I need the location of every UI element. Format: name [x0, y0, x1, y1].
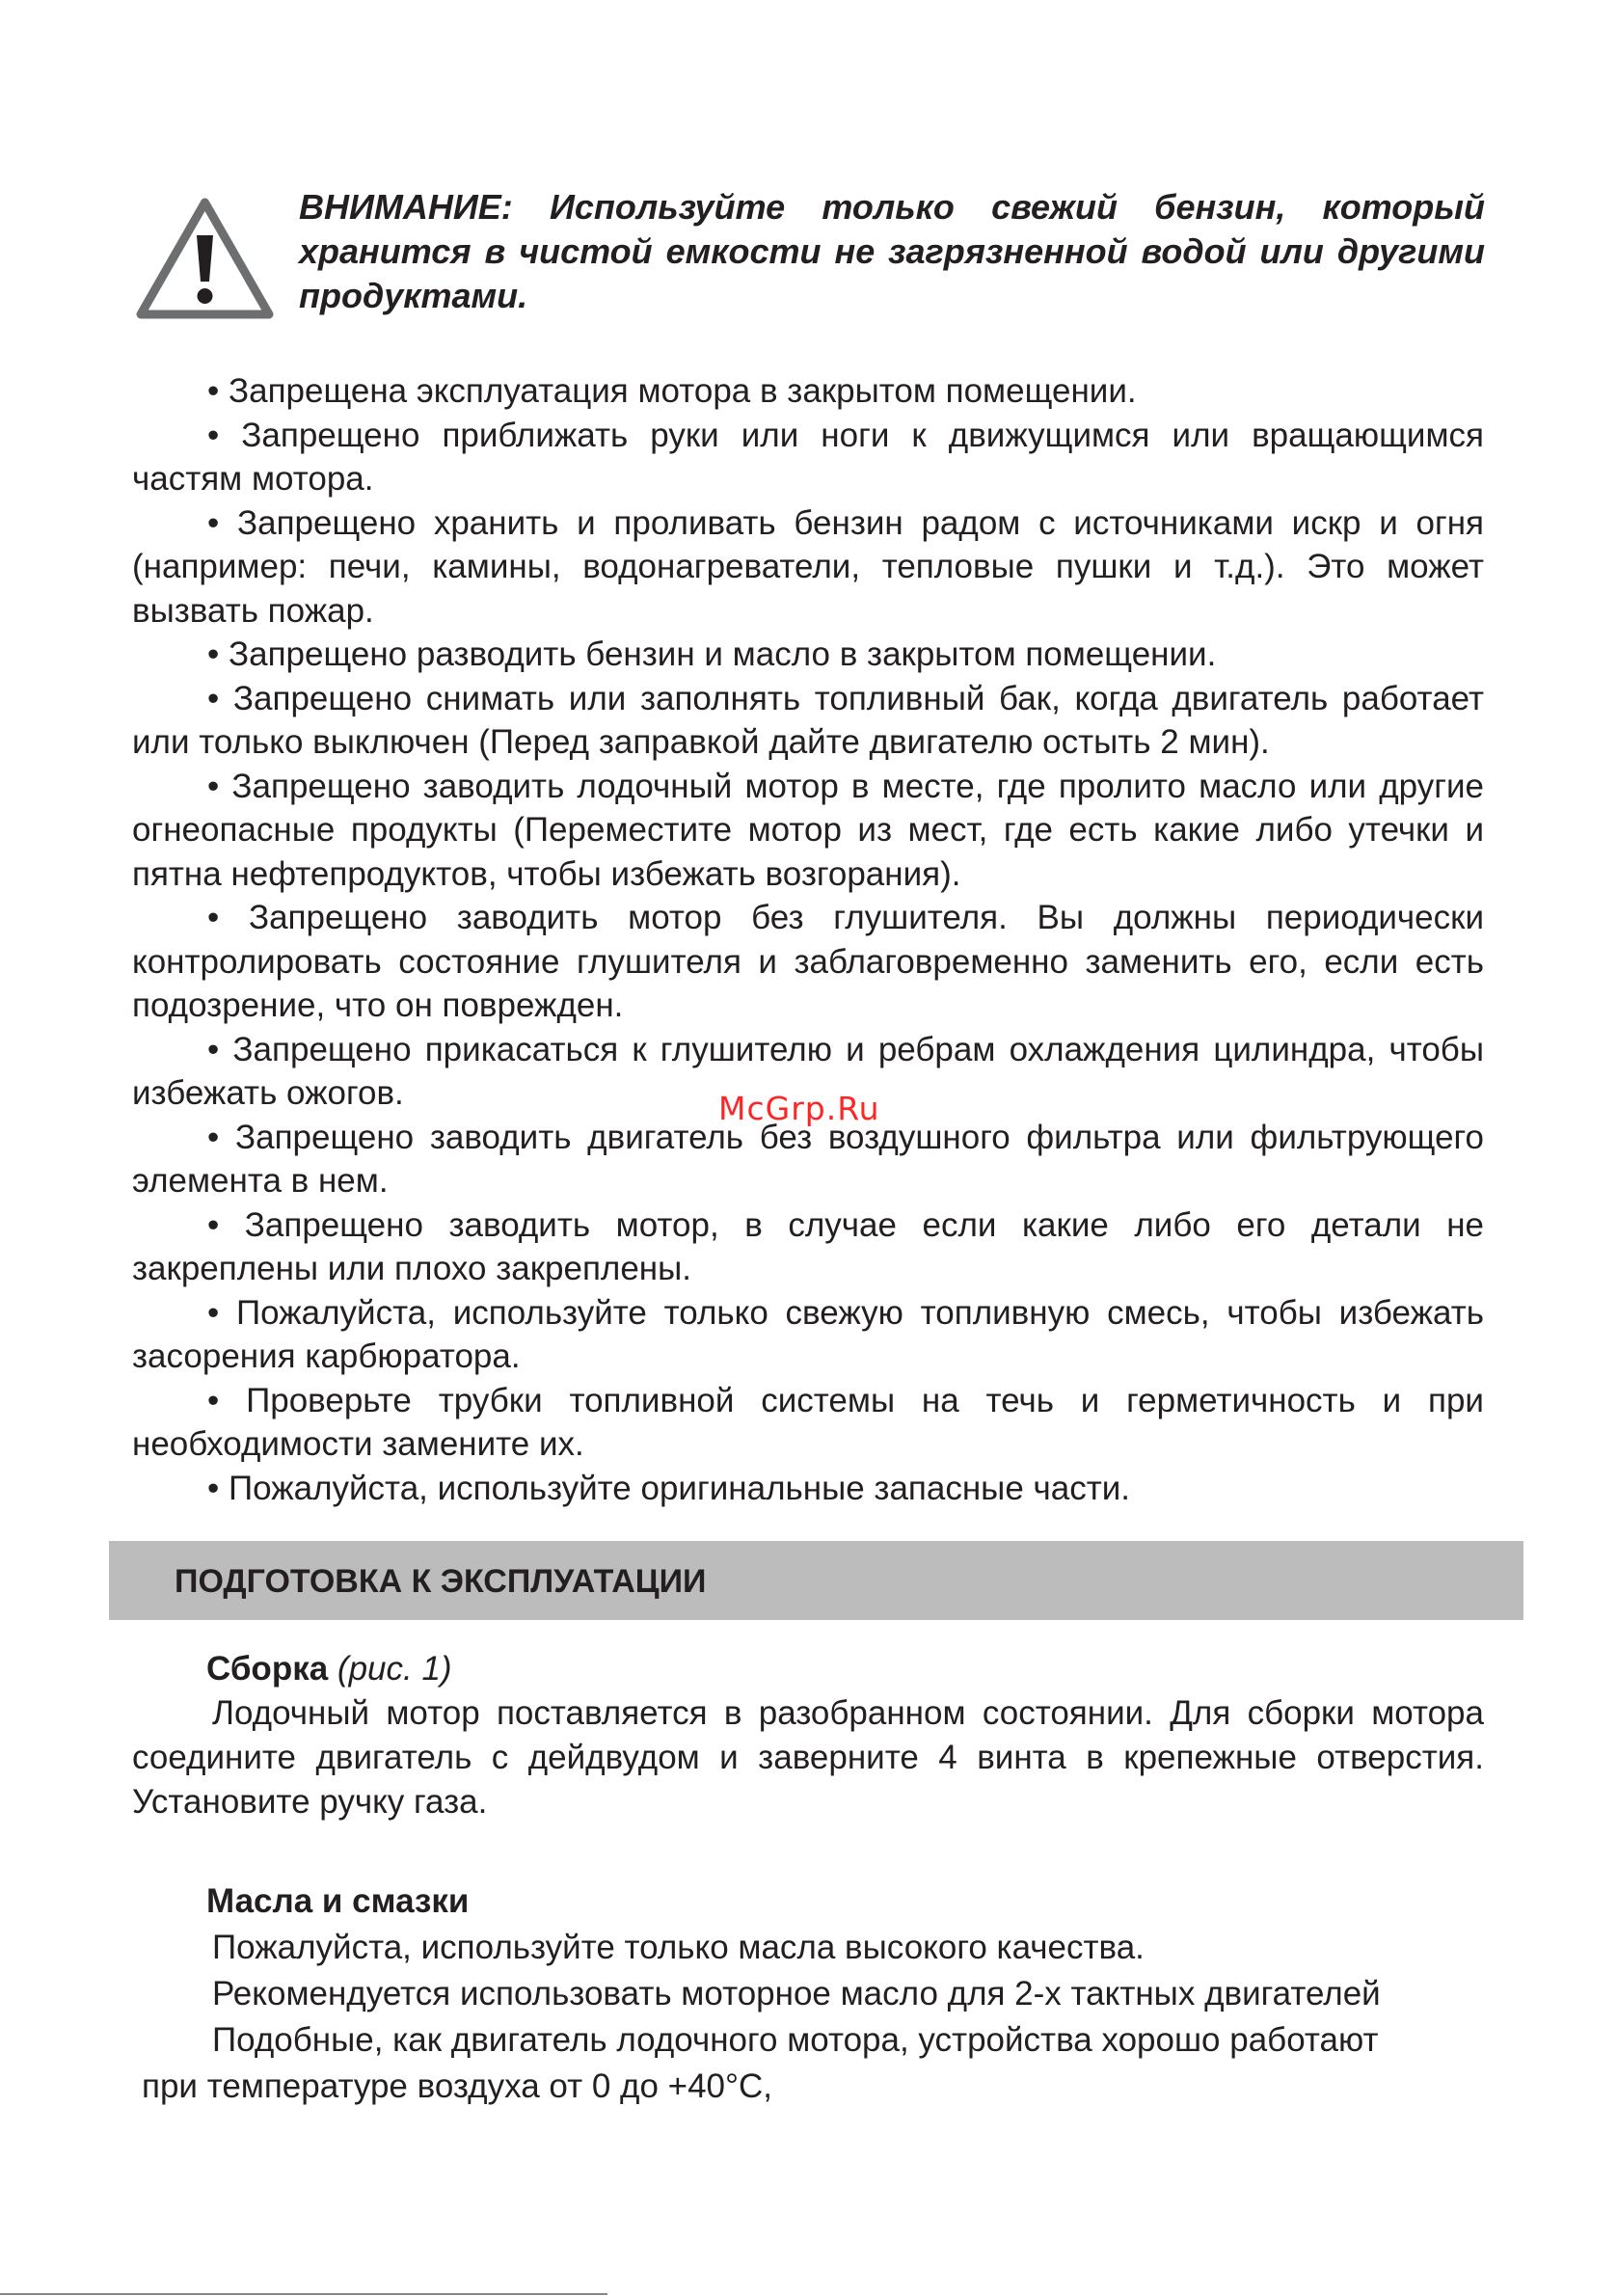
section-title: ПОДГОТОВКА К ЭКСПЛУАТАЦИИ	[175, 1563, 707, 1600]
rule-item: • Запрещено прикасаться к глушителю и ребрам охлаждения цилиндра, чтобы избежать ожогов.	[132, 1030, 1484, 1112]
section-header	[109, 1541, 1523, 1620]
watermark: McGrp.Ru	[718, 1090, 880, 1127]
rule-item: • Запрещено снимать или заполнять топливный бак, когда двигатель работает или только выключен (Перед заправкой дайте двигателю остыть 2 мин).	[132, 679, 1484, 761]
oils-heading: Масла и смазки	[206, 1882, 470, 1920]
warning-text: ВНИМАНИЕ: Используйте только свежий бензин, который хранится в чистой емкости не загрязненной водой или другими продуктами.	[299, 187, 1485, 315]
rule-item: • Пожалуйста, используйте только свежую топливную смесь, чтобы избежать засорения карбюратора.	[132, 1293, 1484, 1375]
assembly-section	[132, 1647, 1484, 1824]
oils-line: Пожалуйста, используйте только масла высокого качества.	[212, 1929, 1145, 1966]
assembly-heading	[132, 1647, 1484, 1691]
rule-item: • Запрещено заводить мотор, в случае если какие либо его детали не закреплены или плохо закреплены.	[132, 1205, 1484, 1287]
warning-triangle-icon	[135, 197, 275, 320]
safety-rules	[132, 369, 1484, 1510]
assembly-text: Лодочный мотор поставляется в разобранном состоянии. Для сборки мотора соедините двигатель с дейдвудом и заверните 4 винта в крепежные отверстия. Установите ручку газа.	[132, 1694, 1484, 1821]
assembly-heading-text: Сборка	[206, 1650, 329, 1688]
rule-item: • Пожалуйста, используйте оригинальные запасные части.	[207, 1469, 1131, 1507]
rule-item: • Проверьте трубки топливной системы на течь и герметичность и при необходимости замените их.	[132, 1381, 1484, 1463]
rule-item: • Запрещено заводить лодочный мотор в месте, где пролито масло или другие огнеопасные продукты (Переместите мотор из мест, где есть какие либо утечки и пятна нефтепродуктов, чтобы избежать возгорания).	[132, 767, 1484, 893]
oils-line: Рекомендуется использовать моторное масло для 2-х тактных двигателей	[212, 1975, 1381, 2012]
rule-item: • Запрещено разводить бензин и масло в закрытом помещении.	[207, 635, 1217, 673]
warning-block	[135, 185, 1485, 330]
rule-item: • Запрещено заводить двигатель без воздушного фильтра или фильтрующего элемента в нем.	[132, 1118, 1484, 1200]
footer-divider	[0, 2293, 607, 2295]
rule-item: • Запрещено хранить и проливать бензин радом с источниками искр и огня (например: печи, камины, водонагреватели, тепловые пушки и т.д.). Это может вызвать пожар.	[132, 503, 1484, 630]
oils-line: Подобные, как двигатель лодочного мотора, устройства хорошо работают	[212, 2021, 1379, 2059]
figure-reference: (рис. 1)	[337, 1650, 452, 1688]
rule-item: • Запрещена эксплуатация мотора в закрытом помещении.	[207, 372, 1137, 410]
rule-item: • Запрещено заводить мотор без глушителя. Вы должны периодически контролировать состояние глушителя и заблаговременно заменить его, если есть подозрение, что он поврежден.	[132, 899, 1484, 1024]
oils-section	[132, 1878, 1501, 2110]
rule-item: • Запрещено приближать руки или ноги к движущимся или вращающимся частям мотора.	[132, 416, 1484, 498]
oils-line: при температуре воздуха от 0 до +40°С,	[142, 2067, 773, 2105]
